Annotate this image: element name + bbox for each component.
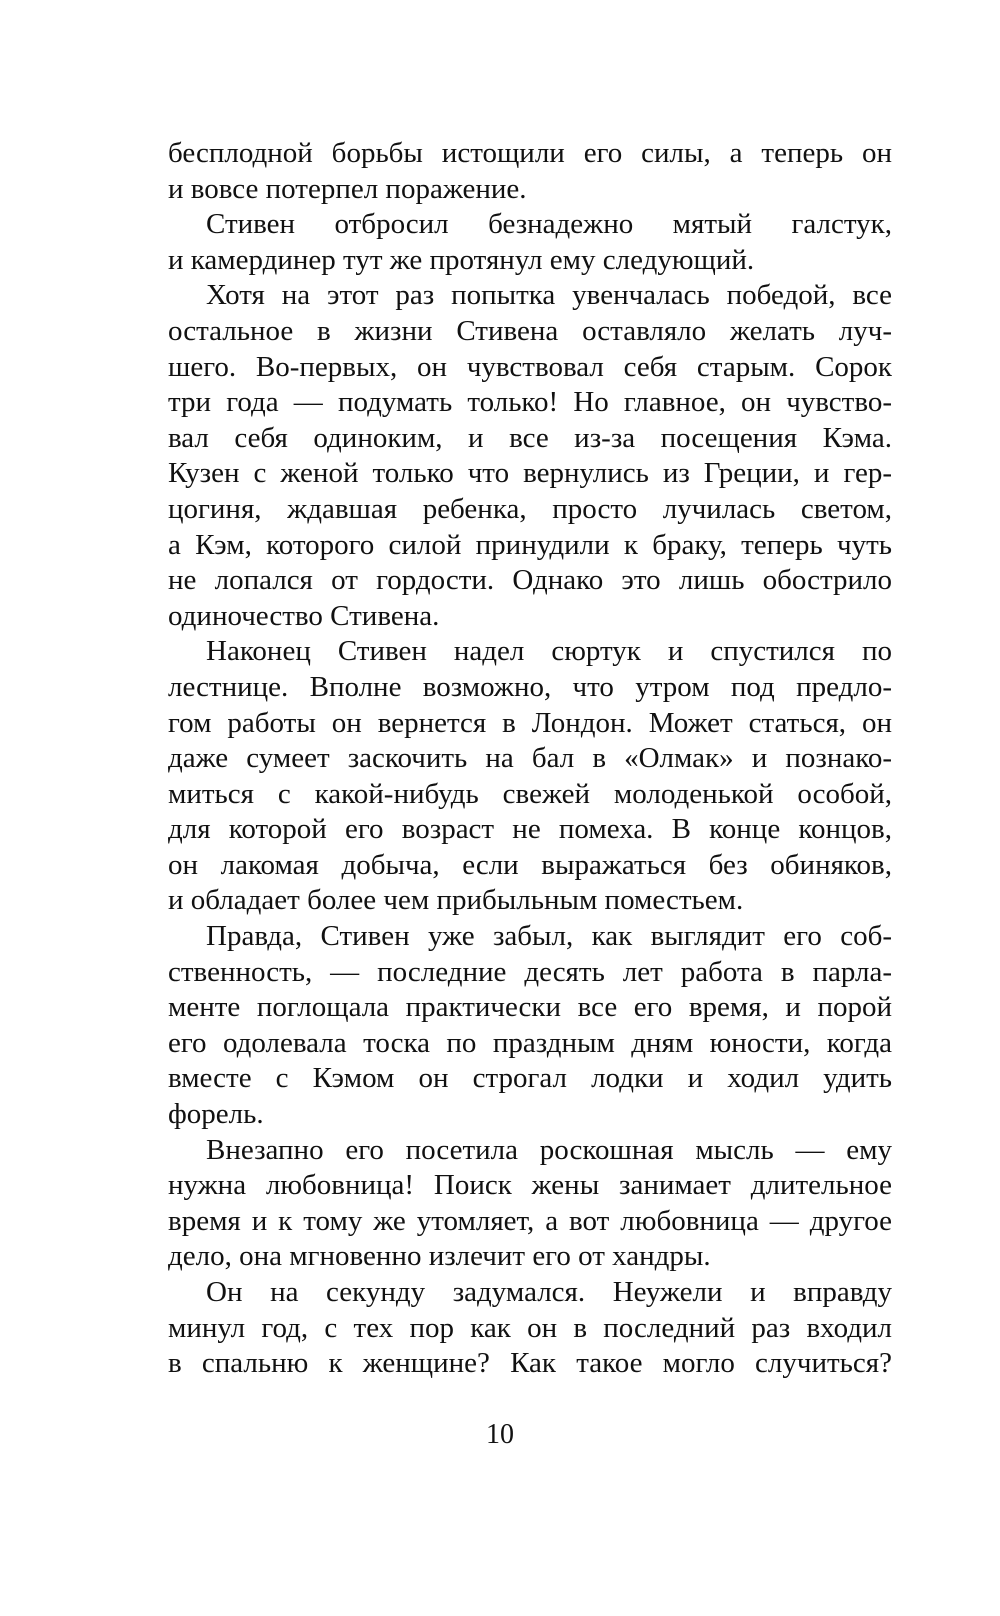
text-line: а Кэм, которого силой принудили к браку, теперь чуть (168, 528, 892, 561)
paragraph (168, 1133, 892, 1275)
text-line: нужна любовница! Поиск жены занимает длительное (168, 1169, 892, 1202)
text-line: он лакомая добыча, если выражаться без обиняков, (168, 848, 892, 881)
text-line: вал себя одиноким, и все из-за посещения Кэма. (168, 421, 892, 454)
text-line: Он на секунду задумался. Неужели и вправду (206, 1276, 892, 1308)
paragraph (168, 634, 892, 919)
text-line: Кузен с женой только что вернулись из Греции, и гер- (168, 457, 892, 490)
text-line: форель. (168, 1098, 264, 1131)
text-line: остальное в жизни Стивена оставляло желать луч- (168, 314, 892, 347)
text-line: время и к тому же утомляет, а вот любовница — другое (168, 1204, 892, 1237)
paragraph (168, 136, 892, 207)
text-line: шего. Во-первых, он чувствовал себя старым. Сорок (168, 350, 892, 383)
text-line: даже сумеет заскочить на бал в «Олмак» и познако- (168, 742, 892, 775)
paragraph (168, 1275, 892, 1382)
paragraph (168, 919, 892, 1133)
text-line: в спальню к женщине? Как такое могло случиться? (168, 1347, 892, 1380)
text-line: менте поглощала практически все его время, и порой (168, 991, 892, 1024)
text-line: гом работы он вернется в Лондон. Может статься, он (168, 706, 892, 739)
text-line: для которой его возраст не помеха. В конце концов, (168, 813, 892, 846)
text-line: Внезапно его посетила роскошная мысль — ему (206, 1133, 892, 1166)
text-line: Наконец Стивен надел сюртук и спустился по (206, 635, 892, 668)
paragraph (168, 207, 892, 278)
text-line: три года — подумать только! Но главное, он чувство- (168, 386, 892, 419)
page-number: 10 (486, 1419, 514, 1450)
text-line: дело, она мгновенно излечит его от хандры. (168, 1240, 711, 1273)
text-line: не лопался от гордости. Однако это лишь обострило (168, 564, 892, 597)
text-line: и обладает более чем прибыльным поместьем. (168, 884, 744, 917)
text-line: лестнице. Вполне возможно, что утром под предло- (168, 670, 892, 703)
text-line: цогиня, ждавшая ребенка, просто лучилась светом, (168, 492, 892, 525)
text-line: вместе с Кэмом он строгал лодки и ходил удить (168, 1062, 892, 1095)
text-line: Стивен отбросил безнадежно мятый галстук, (206, 208, 892, 241)
text-line: Правда, Стивен уже забыл, как выглядит его соб- (206, 920, 892, 953)
text-line: его одолевала тоска по праздным дням юности, когда (168, 1026, 892, 1059)
body-text (168, 136, 892, 1382)
text-line: и вовсе потерпел поражение. (168, 172, 527, 205)
paragraph (168, 278, 892, 634)
text-line: ственность, — последние десять лет работа в парла- (168, 955, 892, 988)
text-line: одиночество Стивена. (168, 599, 440, 632)
text-line: бесплодной борьбы истощили его силы, а теперь он (168, 137, 892, 169)
text-line: Хотя на этот раз попытка увенчалась победой, все (206, 279, 892, 312)
text-line: и камердинер тут же протянул ему следующий. (168, 243, 755, 276)
text-line: миться с какой-нибудь свежей молоденькой особой, (168, 777, 892, 810)
text-line: минул год, с тех пор как он в последний раз входил (168, 1311, 892, 1344)
